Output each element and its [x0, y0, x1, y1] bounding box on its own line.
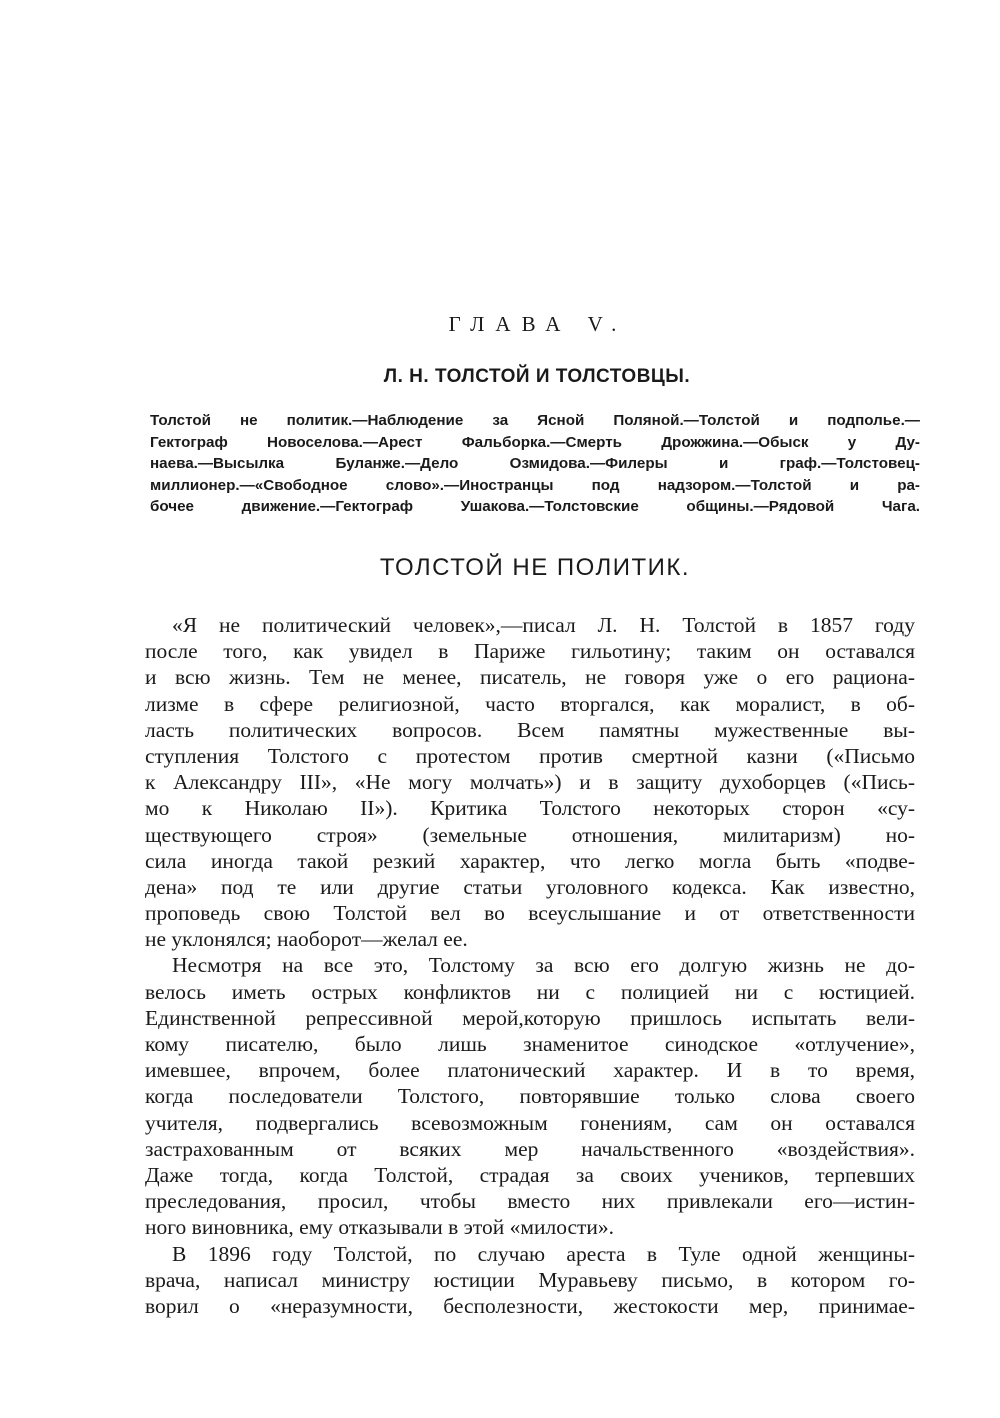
body-text — [145, 612, 915, 1319]
text-line: ласть политических вопросов. Всем памятны мужественные вы- — [145, 717, 915, 742]
text-line: лизме в сфере религиозной, часто вторгался, как моралист, в об- — [145, 691, 915, 716]
summary-line: наева.—Высылка Буланже.—Дело Озмидова.—Филеры и граф.—Толстовец- — [150, 455, 920, 472]
text-line: после того, как увидел в Париже гильотину; таким он оставался — [145, 639, 915, 664]
text-line: застрахованным от всяких мер начальственного «воздействия». — [145, 1136, 915, 1161]
summary-line: миллионер.—«Свободное слово».—Иностранцы под надзором.—Толстой и ра- — [150, 476, 920, 494]
text-line: не уклонялся; наоборот—желал ее. — [145, 927, 468, 952]
text-line: Единственной репрессивной мерой,которую пришлось испытать вели- — [145, 1005, 915, 1030]
text-line: сила иногда такой резкий характер, что легко могла быть «подве- — [145, 848, 915, 873]
text-line: велось иметь острых конфликтов ни с полицией ни с юстицией. — [145, 979, 915, 1004]
summary-line: Гектограф Новоселова.—Арест Фальборка.—Смерть Дрожжина.—Обыск у Ду- — [150, 433, 920, 451]
text-line: Несмотря на все это, Толстому за всю его долгую жизнь не до- — [172, 953, 915, 978]
summary-line: бочее движение.—Гектограф Ушакова.—Толстовские общины.—Рядовой Чага. — [150, 498, 920, 515]
section-heading: ТОЛСТОЙ НЕ ПОЛИТИК. — [379, 554, 691, 581]
text-line: дена» под те или другие статьи уголовного кодекса. Как известно, — [145, 874, 915, 899]
text-line: ного виновника, ему отказывали в этой «милости». — [145, 1215, 615, 1240]
text-line: В 1896 году Толстой, по случаю ареста в Туле одной женщины- — [172, 1241, 915, 1266]
chapter-summary — [150, 410, 920, 518]
text-line: преследования, просил, чтобы вместо них привлекали его—истин- — [145, 1189, 915, 1214]
text-line: мо к Николаю II»). Критика Толстого некоторых сторон «су- — [145, 796, 915, 821]
text-line: Даже тогда, когда Толстой, страдая за своих учеников, терпевших — [145, 1162, 915, 1187]
text-line: кому писателю, было лишь знаменитое синодское «отлучение», — [145, 1032, 915, 1056]
text-line: ществующего строя» (земельные отношения, милитаризм) но- — [145, 822, 915, 847]
chapter-number-heading: ГЛАВА V. — [448, 312, 628, 336]
text-line: врача, написал министру юстиции Муравьеву письмо, в котором го- — [145, 1267, 915, 1292]
text-line: к Александру III», «Не могу молчать») и в защиту духоборцев («Пись- — [145, 770, 915, 795]
summary-line: Толстой не политик.—Наблюдение за Ясной Поляной.—Толстой и подполье.— — [150, 412, 920, 429]
chapter-title: Л. Н. ТОЛСТОЙ И ТОЛСТОВЦЫ. — [383, 366, 691, 387]
text-line: имевшее, впрочем, более платонический характер. И в то время, — [145, 1058, 915, 1083]
text-line: ступления Толстого с протестом против смертной казни («Письмо — [145, 743, 915, 768]
text-line: проповедь свою Толстой вел во всеуслышание и от ответственности — [145, 901, 915, 926]
text-line: учителя, подвергались всевозможным гонениям, сам он оставался — [145, 1110, 915, 1135]
text-line: «Я не политический человек»,—писал Л. Н. Толстой в 1857 году — [172, 613, 915, 637]
text-line: и всю жизнь. Тем не менее, писатель, не говоря уже о его рациона- — [145, 665, 915, 690]
text-line: ворил о «неразумности, бесполезности, жестокости мер, принимае- — [145, 1293, 915, 1318]
text-line: когда последователи Толстого, повторявшие только слова своего — [145, 1084, 915, 1109]
